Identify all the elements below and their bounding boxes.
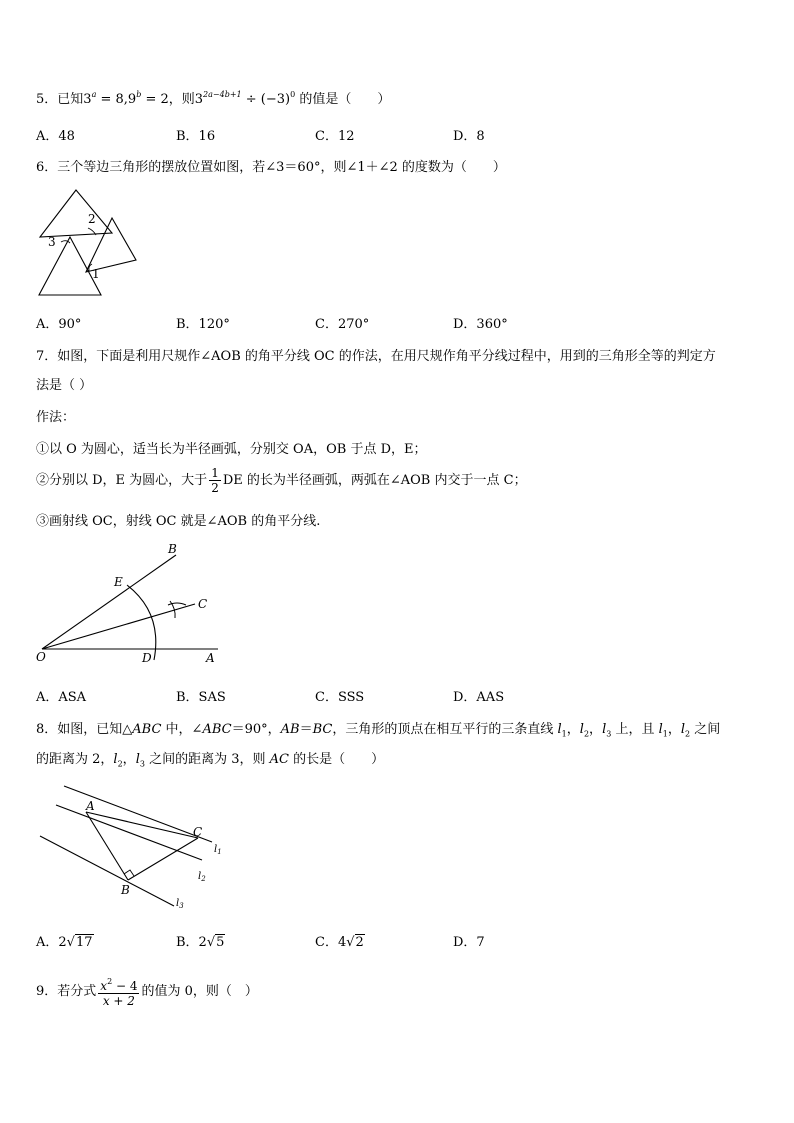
q9-fraction — [98, 975, 139, 1008]
q7-step-2 — [36, 466, 527, 495]
q7-label-b: B — [168, 542, 177, 556]
q7-fraction-half — [209, 466, 221, 495]
q8-line2-sub-2: 3 — [139, 759, 145, 769]
q9-numerator — [98, 975, 139, 994]
q8-text-7: ＝ — [299, 722, 313, 737]
q8-label-b: B — [121, 883, 130, 897]
q7-label-a: A — [206, 651, 215, 665]
q8-sub-5: 2 — [685, 729, 691, 739]
q8-line2-3: ， — [122, 752, 136, 767]
q8-line2-6: AC — [269, 752, 289, 767]
q8-sub-1: 1 — [561, 729, 567, 739]
q5-mid2: = 2，则 — [141, 92, 195, 107]
q5-exp1: a — [91, 90, 97, 99]
q6-triangles-figure — [36, 185, 146, 300]
q8-sub-2: 2 — [583, 729, 590, 739]
q5-base1: 3 — [83, 92, 92, 107]
q5-mid1: = 8,9 — [96, 92, 137, 107]
q5-suffix: 的值是（ ） — [295, 92, 391, 107]
q7-angle-bisector-figure — [30, 538, 230, 668]
q7-line-2: 法是（ ） — [36, 378, 93, 393]
q8-label-c: C — [193, 825, 203, 839]
q8-line-l2 — [56, 805, 202, 860]
q5-exp3: 2a−4b+1 — [203, 90, 242, 99]
q8-option-b-radicand: 5 — [216, 935, 225, 950]
q7-step-3: ③画射线 OC，射线 OC 就是∠AOB 的角平分线. — [36, 514, 321, 529]
q8-text-17: ， — [667, 722, 681, 737]
q7-option-b: B．SAS — [176, 690, 226, 705]
q5-option-d: D．8 — [453, 129, 485, 144]
q8-line2-2: l — [113, 752, 118, 767]
q6-option-d: D．360° — [453, 317, 508, 332]
question-5 — [36, 88, 390, 107]
q8-line-l1 — [64, 786, 212, 842]
q8-text-11: ， — [566, 722, 580, 737]
q6-option-a: A．90° — [36, 317, 82, 332]
q8-label-a: A — [86, 799, 95, 813]
q8-side-ab — [86, 812, 128, 880]
q8-text-15: 上，且 — [611, 722, 659, 737]
q8-option-b-coef: B．2 — [176, 935, 207, 950]
q8-text-8: BC — [312, 722, 333, 737]
q5-base3: 3 — [194, 92, 204, 107]
q7-step-1: ①以 O 为圆心，适当长为半径画弧，分别交 OA，OB 于点 D，E； — [36, 442, 427, 457]
q8-label-l3: $l_3$ — [176, 898, 184, 910]
q8-line-1 — [36, 718, 720, 739]
q8-line2-4: l — [135, 752, 140, 767]
q8-text-6: AB — [280, 722, 300, 737]
q5-exp4: 0 — [290, 90, 296, 99]
q6-label-2: 2 — [88, 212, 96, 226]
q8-text-1: 8．如图，已知△ — [36, 722, 133, 737]
q8-text-2: ABC — [132, 722, 162, 737]
q8-text-5: ＝90°， — [231, 722, 281, 737]
q8-text-3: 中，∠ — [161, 722, 203, 737]
q8-line2-sub-1: 2 — [117, 759, 123, 769]
q8-text-14: l — [602, 722, 607, 737]
q8-text-4: ABC — [202, 722, 232, 737]
q7-label-o: O — [36, 650, 46, 664]
q8-side-bc — [128, 838, 198, 880]
q8-option-c-radicand: 2 — [355, 935, 364, 950]
q7-label-d: D — [142, 651, 152, 665]
q8-option-b — [176, 931, 225, 950]
q8-text-16: l — [658, 722, 663, 737]
q7-fraction-denominator: 2 — [211, 481, 219, 495]
q8-text-9: ，三角形的顶点在相互平行的三条直线 — [332, 722, 558, 737]
q8-option-a-coef: A．2 — [36, 935, 67, 950]
q5-number: 5． — [36, 92, 58, 107]
q8-option-c-radical-sign: √ — [346, 935, 355, 950]
q6-option-c: C．270° — [315, 317, 370, 332]
q8-label-l2: $l_2$ — [198, 871, 206, 883]
q7-label-c: C — [198, 597, 208, 611]
q7-step-2-suffix: DE 的长为半径画弧，两弧在∠AOB 内交于一点 C； — [222, 473, 527, 488]
q7-label-e: E — [114, 575, 123, 589]
q5-prefix: 已知 — [57, 92, 84, 107]
question-6-text: 6．三个等边三角形的摆放位置如图，若∠3＝60°，则∠1＋∠2 的度数为（ ） — [36, 160, 506, 175]
q5-option-c: C．12 — [315, 129, 355, 144]
q8-option-c-coef: C．4 — [315, 935, 347, 950]
q9-suffix: 的值为 0，则（ ） — [141, 984, 258, 999]
q7-ray-oc — [42, 604, 195, 649]
q8-text-10: l — [557, 722, 562, 737]
q9-denominator: x + 2 — [102, 994, 135, 1008]
q8-option-a-radicand: 17 — [75, 935, 93, 950]
q5-option-b: B．16 — [176, 129, 216, 144]
q8-option-a-radical-sign: √ — [66, 935, 75, 950]
q7-method-heading: 作法： — [36, 410, 76, 425]
q8-parallel-lines-figure — [36, 780, 226, 910]
q8-line2-1: 的距离为 2， — [36, 752, 114, 767]
q8-option-d: D．7 — [453, 935, 485, 950]
q8-text-19: 之间 — [690, 722, 721, 737]
q8-line2-7: 的长是（ ） — [288, 752, 385, 767]
q7-option-a: A．ASA — [36, 690, 87, 705]
q8-option-c — [315, 931, 365, 950]
q6-angle-arc-3 — [61, 241, 70, 243]
q6-label-1: 1 — [92, 267, 100, 281]
q8-sub-3: 3 — [606, 729, 612, 739]
q8-line2-5: 之间的距离为 3，则 — [144, 752, 270, 767]
q8-option-b-radical-sign: √ — [206, 935, 216, 950]
q8-line-2 — [36, 748, 384, 769]
q7-option-c: C．SSS — [315, 690, 365, 705]
q8-option-a — [36, 931, 94, 950]
q9-num-exp: 2 — [107, 977, 113, 986]
q7-step-2-prefix: ②分别以 D，E 为圆心，大于 — [36, 473, 208, 488]
q6-label-3: 3 — [48, 235, 56, 249]
q9-num-rest: − 4 — [112, 979, 138, 993]
q6-option-b: B．120° — [176, 317, 230, 332]
question-9 — [36, 975, 258, 1008]
q6-triangle-right — [86, 218, 136, 272]
q8-text-12: l — [579, 722, 584, 737]
q8-sub-4: 1 — [662, 729, 668, 739]
q8-text-18: l — [680, 722, 686, 737]
q7-option-d: D．AAS — [453, 690, 505, 705]
q6-triangle-top — [40, 190, 112, 237]
q8-text-13: ， — [589, 722, 603, 737]
q5-option-a: A．48 — [36, 129, 75, 144]
q7-line-1: 7．如图，下面是利用尺规作∠AOB 的角平分线 OC 的作法，在用尺规作角平分线过程中，用到的三角形全等的判定方 — [36, 349, 716, 364]
q5-exp2: b — [136, 90, 142, 99]
q7-fraction-numerator: 1 — [211, 466, 219, 480]
q9-num-base: x — [100, 979, 108, 993]
q8-label-l1: $l_1$ — [214, 844, 222, 856]
q7-arc-c2 — [168, 603, 186, 605]
q9-prefix: 9．若分式 — [36, 984, 97, 999]
q5-mid3: ÷ (−3) — [241, 92, 291, 107]
